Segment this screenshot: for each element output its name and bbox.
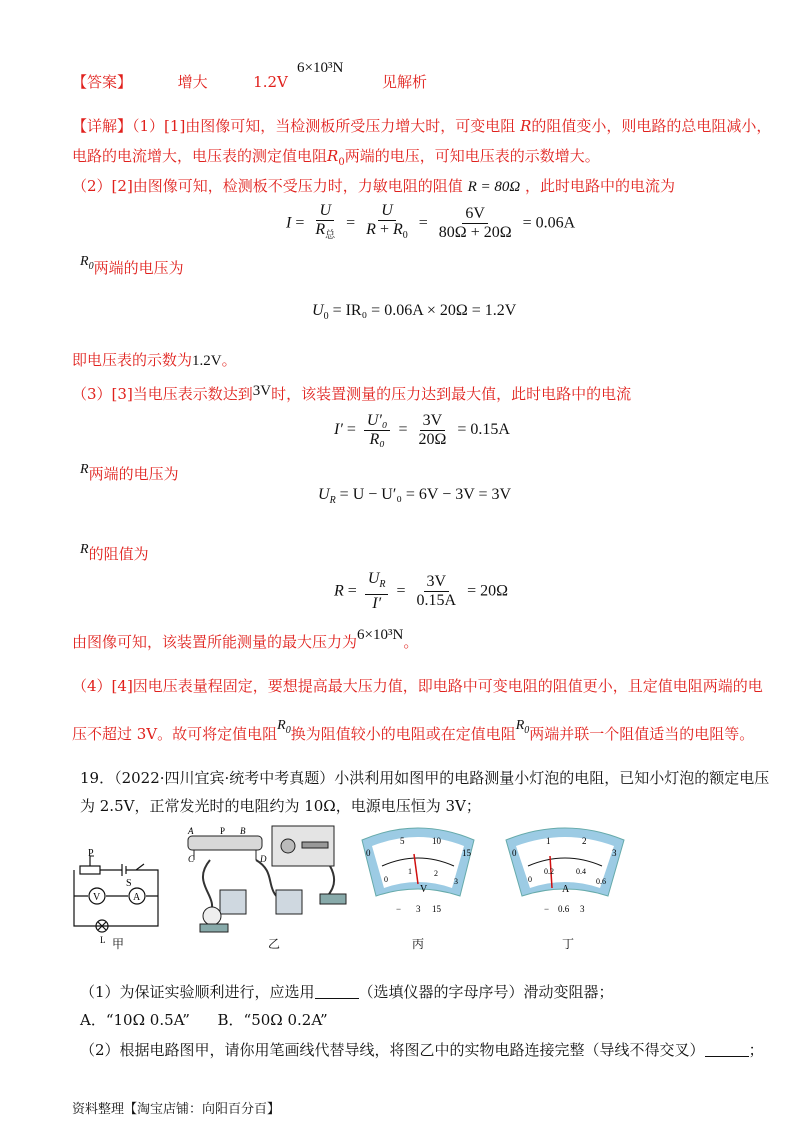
- volt-term-3: 3: [416, 904, 421, 914]
- volt-top-15: 15: [462, 848, 471, 858]
- rheo-p: P: [220, 826, 226, 836]
- amp-term-neg: −: [544, 904, 550, 914]
- fig-label-ding: 丁: [562, 937, 575, 951]
- volt-bot-0: 0: [384, 875, 388, 884]
- question-19-line1: 19．（2022·四川宜宾·统考中考真题）小洪利用如图甲的电路测量小灯泡的电阻，已知小灯泡的额定电压: [80, 769, 770, 787]
- answer-blank-1[interactable]: [315, 984, 359, 999]
- detail-label: 【详解】: [72, 117, 133, 135]
- volt-unit: V: [420, 884, 428, 895]
- rheo-b: B: [240, 826, 246, 836]
- answer-blank-2[interactable]: [705, 1042, 749, 1057]
- amp-bot-02: 0.2: [544, 867, 554, 876]
- question-2: （2）根据电路图甲，请你用笔画线代替导线，将图乙中的实物电路连接完整（导线不得交叉） ；: [80, 1041, 764, 1059]
- detail-p10: 压不超过 3V。故可将定值电阻$R_0$换为阻值较小的电阻或在定值电阻$R_0$两端并联一个阻值适当的电阻等。: [72, 718, 755, 743]
- answer-1: 增大: [177, 73, 208, 91]
- detail-p2: （2）[2]由图像可知，检测板不受压力时，力敏电阻的阻值 R = 80Ω ，此时电路中的电流为: [72, 177, 676, 195]
- answer-label: 【答案】: [72, 73, 133, 91]
- volt-top-0: 0: [366, 848, 371, 858]
- detail-p9: （4）[4]因电压表量程固定，要想提高最大压力值，即电路中可变电阻的阻值更小，且定值电阻两端的电: [72, 677, 763, 695]
- rheo-a: A: [188, 826, 194, 836]
- answer-2: 1.2V: [253, 73, 288, 91]
- detail-p7: R的阻值为: [80, 542, 149, 563]
- volt-bot-1: 1: [408, 867, 412, 876]
- volt-bot-2: 2: [434, 869, 438, 878]
- detail-p1: 【详解】（1）[1]由图像可知，当检测板所受压力增大时，可变电阻 R的阻值变小，则电路的总电阻减小，: [72, 117, 772, 135]
- detail-p1-cont: 电路的电流增大，电压表的测定值电阻$R_0$两端的电压，可知电压表的示数增大。: [72, 147, 600, 168]
- physical-circuit: [180, 824, 356, 936]
- equation-r: R = $\frac{U_R}{I'}$ = $\frac{3V}{0.15A}$ = 20Ω: [334, 570, 508, 613]
- equation-ur: $U_R = U - U'_0 = 6V - 3V = 3V$: [318, 486, 512, 507]
- option-a: A．“10Ω 0.5A”: [80, 1011, 190, 1029]
- r-value: R = 80Ω: [467, 179, 521, 195]
- option-b: B．“50Ω 0.2A”: [217, 1011, 328, 1029]
- label-v: V: [93, 892, 101, 903]
- options: [80, 1010, 328, 1030]
- detail-p8: 由图像可知，该装置所能测量的最大压力为6×10³N。: [72, 627, 419, 651]
- detail-p3: $R_0$两端的电压为: [80, 254, 184, 277]
- rheo-d: D: [260, 854, 267, 864]
- amp-term-3: 3: [580, 904, 585, 914]
- voltmeter: [356, 822, 480, 922]
- detail-p6: R两端的电压为: [80, 462, 179, 483]
- equation-u0: $U_0 = IR_0 = 0.06A \times 20\Omega = 1.2V$: [312, 302, 517, 323]
- amp-top-3: 3: [612, 848, 617, 858]
- equation-current-max: I′ = $\frac{\text{U′₀}}{\text{R₀}}$ = $\frac{3V}{20\Omega}$ = 0.15A: [334, 412, 510, 448]
- label-l: L: [100, 935, 106, 945]
- amp-top-1: 1: [546, 836, 551, 846]
- label-p: P: [88, 848, 94, 859]
- amp-top-2: 2: [582, 836, 587, 846]
- ammeter: [500, 822, 630, 922]
- answer-4: 见解析: [382, 73, 428, 91]
- fig-label-bing: 丙: [412, 937, 425, 951]
- volt-term-15: 15: [432, 904, 441, 914]
- label-a: A: [133, 892, 141, 903]
- amp-bot-0: 0: [528, 875, 532, 884]
- amp-bot-06: 0.6: [596, 877, 606, 886]
- question-19-line2: 为 2.5V，正常发光时的电阻约为 10Ω，电源电压恒为 3V；: [80, 797, 481, 815]
- volt-top-10: 10: [432, 836, 441, 846]
- label-s: S: [126, 878, 132, 889]
- footer-note: 资料整理【淘宝店铺：向阳百分百】: [72, 1102, 281, 1117]
- fig-label-jia: 甲: [112, 937, 125, 951]
- fig-label-yi: 乙: [268, 937, 281, 951]
- amp-term-06: 0.6: [558, 904, 570, 914]
- volt-bot-3: 3: [454, 877, 458, 886]
- question-1: （1）为保证实验顺利进行，应选用 （选填仪器的字母序号）滑动变阻器；: [80, 983, 614, 1001]
- amp-bot-04: 0.4: [576, 867, 586, 876]
- volt-top-5: 5: [400, 836, 405, 846]
- detail-p5: （3）[3]当电压表示数达到3V时，该装置测量的压力达到最大值，此时电路中的电流: [72, 383, 632, 403]
- detail-p4: 即电压表的示数为1.2V。: [72, 351, 237, 369]
- amp-unit: A: [562, 884, 570, 895]
- answer-3: 6×10³N: [297, 60, 344, 76]
- equation-current: I = $\frac{U}{R_总}$ = $\frac{U}{R + R_0}$ = $\frac{6V}{80\Omega + 20\Omega}$ = 0.06A: [286, 202, 576, 242]
- volt-term-neg: −: [396, 904, 402, 914]
- rheo-c: C: [188, 854, 195, 864]
- answer-line: [72, 72, 288, 92]
- amp-top-0: 0: [512, 848, 517, 858]
